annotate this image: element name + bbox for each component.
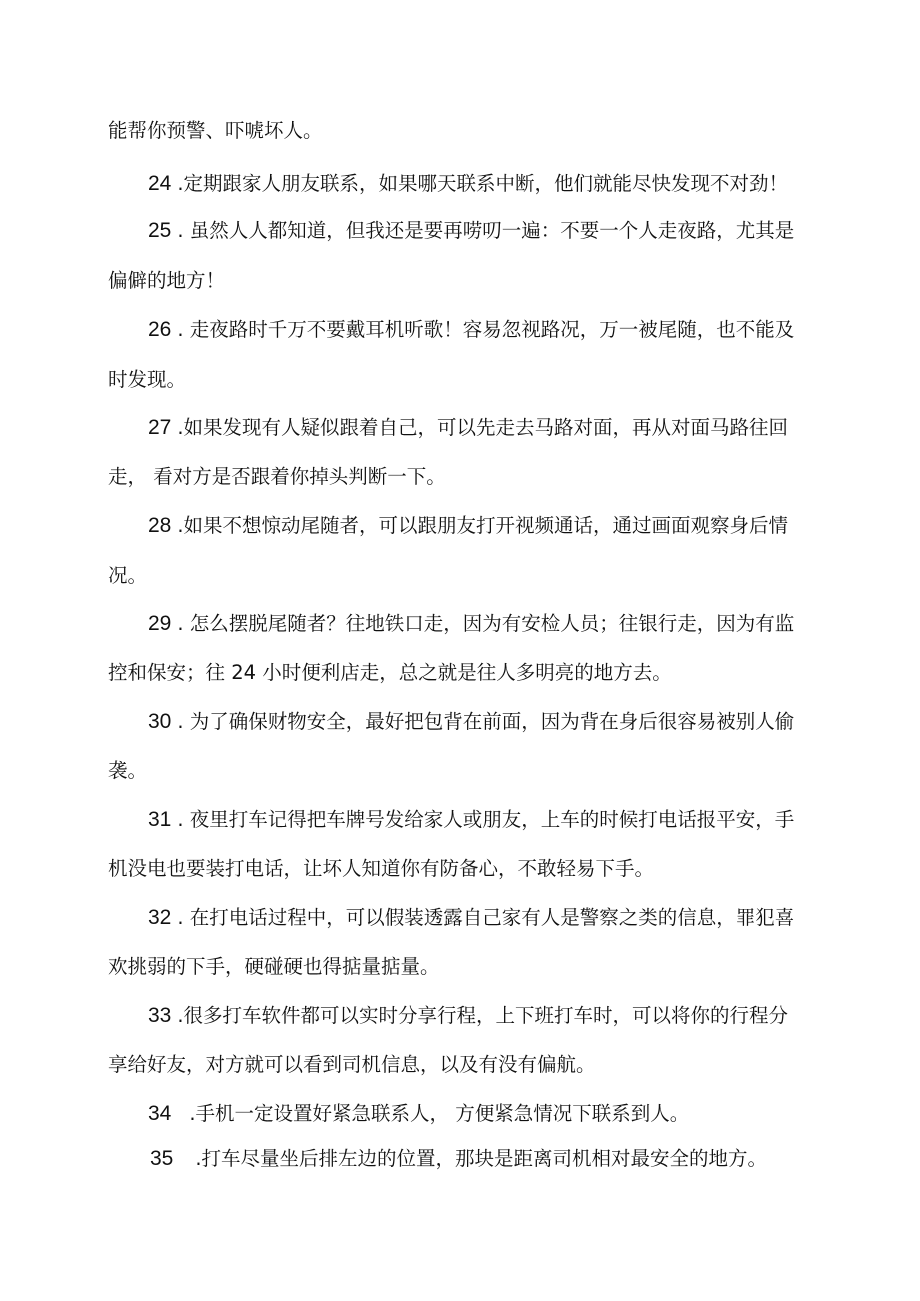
line-text: 能帮你预警、吓唬坏人。 — [108, 119, 323, 142]
text-line — [108, 1145, 767, 1173]
line-text: 控和保安；往 24 小时便利店走，总之就是往人多明亮的地方去。 — [108, 661, 672, 684]
item-number: 29 — [148, 612, 172, 635]
line-text: .如果发现有人疑似跟着自己，可以先走去马路对面，再从对面马路往回 — [177, 416, 789, 439]
text-line — [108, 562, 147, 590]
line-text: 袭。 — [108, 759, 148, 782]
text-line — [108, 117, 323, 145]
line-text: 偏僻的地方！ — [108, 269, 226, 292]
line-text: . 虽然人人都知道，但我还是要再唠叨一遍：不要一个人走夜路，尤其是 — [177, 219, 795, 242]
text-line — [108, 610, 794, 638]
text-line — [108, 170, 788, 198]
line-text: 享给好友，对方就可以看到司机信息，以及有没有偏航。 — [108, 1053, 596, 1076]
text-line — [108, 855, 654, 883]
text-line — [108, 757, 147, 785]
item-number: 30 — [148, 710, 172, 733]
line-text: .打车尽量坐后排左边的位置，那块是距离司机相对最安全的地方。 — [195, 1147, 768, 1170]
text-line — [108, 463, 446, 491]
line-text: . 夜里打车记得把车牌号发给家人或朋友，上车的时候打电话报平安，手 — [177, 808, 795, 831]
item-number: 33 — [148, 1004, 172, 1027]
text-line — [108, 316, 794, 344]
text-line — [108, 708, 794, 736]
item-number: 25 — [148, 219, 172, 242]
line-text: .手机一定设置好紧急联系人， 方便紧急情况下联系到人。 — [189, 1102, 690, 1125]
line-text: .定期跟家人朋友联系，如果哪天联系中断，他们就能尽快发现不对劲！ — [177, 172, 789, 195]
item-number: 28 — [148, 514, 172, 537]
line-text: 机没电也要装打电话，让坏人知道你有防备心，不敢轻易下手。 — [108, 857, 655, 880]
text-line — [108, 366, 186, 394]
line-text: .很多打车软件都可以实时分享行程，上下班打车时，可以将你的行程分 — [177, 1004, 789, 1027]
item-number: 35 — [150, 1147, 174, 1170]
line-text: 时发现。 — [108, 368, 187, 391]
line-text: 况。 — [108, 564, 148, 587]
line-text: . 为了确保财物安全，最好把包背在前面，因为背在身后很容易被别人偷 — [177, 710, 795, 733]
text-line — [108, 659, 672, 687]
text-line — [108, 1051, 596, 1079]
text-line — [108, 512, 788, 540]
text-line — [108, 953, 440, 981]
text-line — [108, 414, 788, 442]
text-line — [108, 1002, 788, 1030]
item-number: 34 — [148, 1102, 172, 1125]
item-number: 32 — [148, 906, 172, 929]
item-number: 24 — [148, 172, 172, 195]
line-text: . 在打电话过程中，可以假装透露自己家有人是警察之类的信息，罪犯喜 — [177, 906, 795, 929]
text-line — [108, 1100, 689, 1128]
line-text: 走， 看对方是否跟着你掉头判断一下。 — [108, 465, 446, 488]
item-number: 26 — [148, 318, 172, 341]
item-number: 27 — [148, 416, 172, 439]
line-text: 欢挑弱的下手，硬碰硬也得掂量掂量。 — [108, 955, 440, 978]
text-line — [108, 806, 794, 834]
text-line — [108, 217, 794, 245]
text-line — [108, 904, 794, 932]
line-text: . 怎么摆脱尾随者？往地铁口走，因为有安检人员；往银行走，因为有监 — [177, 612, 795, 635]
line-text: .如果不想惊动尾随者，可以跟朋友打开视频通话，通过画面观察身后情 — [177, 514, 789, 537]
text-line — [108, 267, 225, 295]
line-text: . 走夜路时千万不要戴耳机听歌！容易忽视路况，万一被尾随，也不能及 — [177, 318, 795, 341]
item-number: 31 — [148, 808, 172, 831]
